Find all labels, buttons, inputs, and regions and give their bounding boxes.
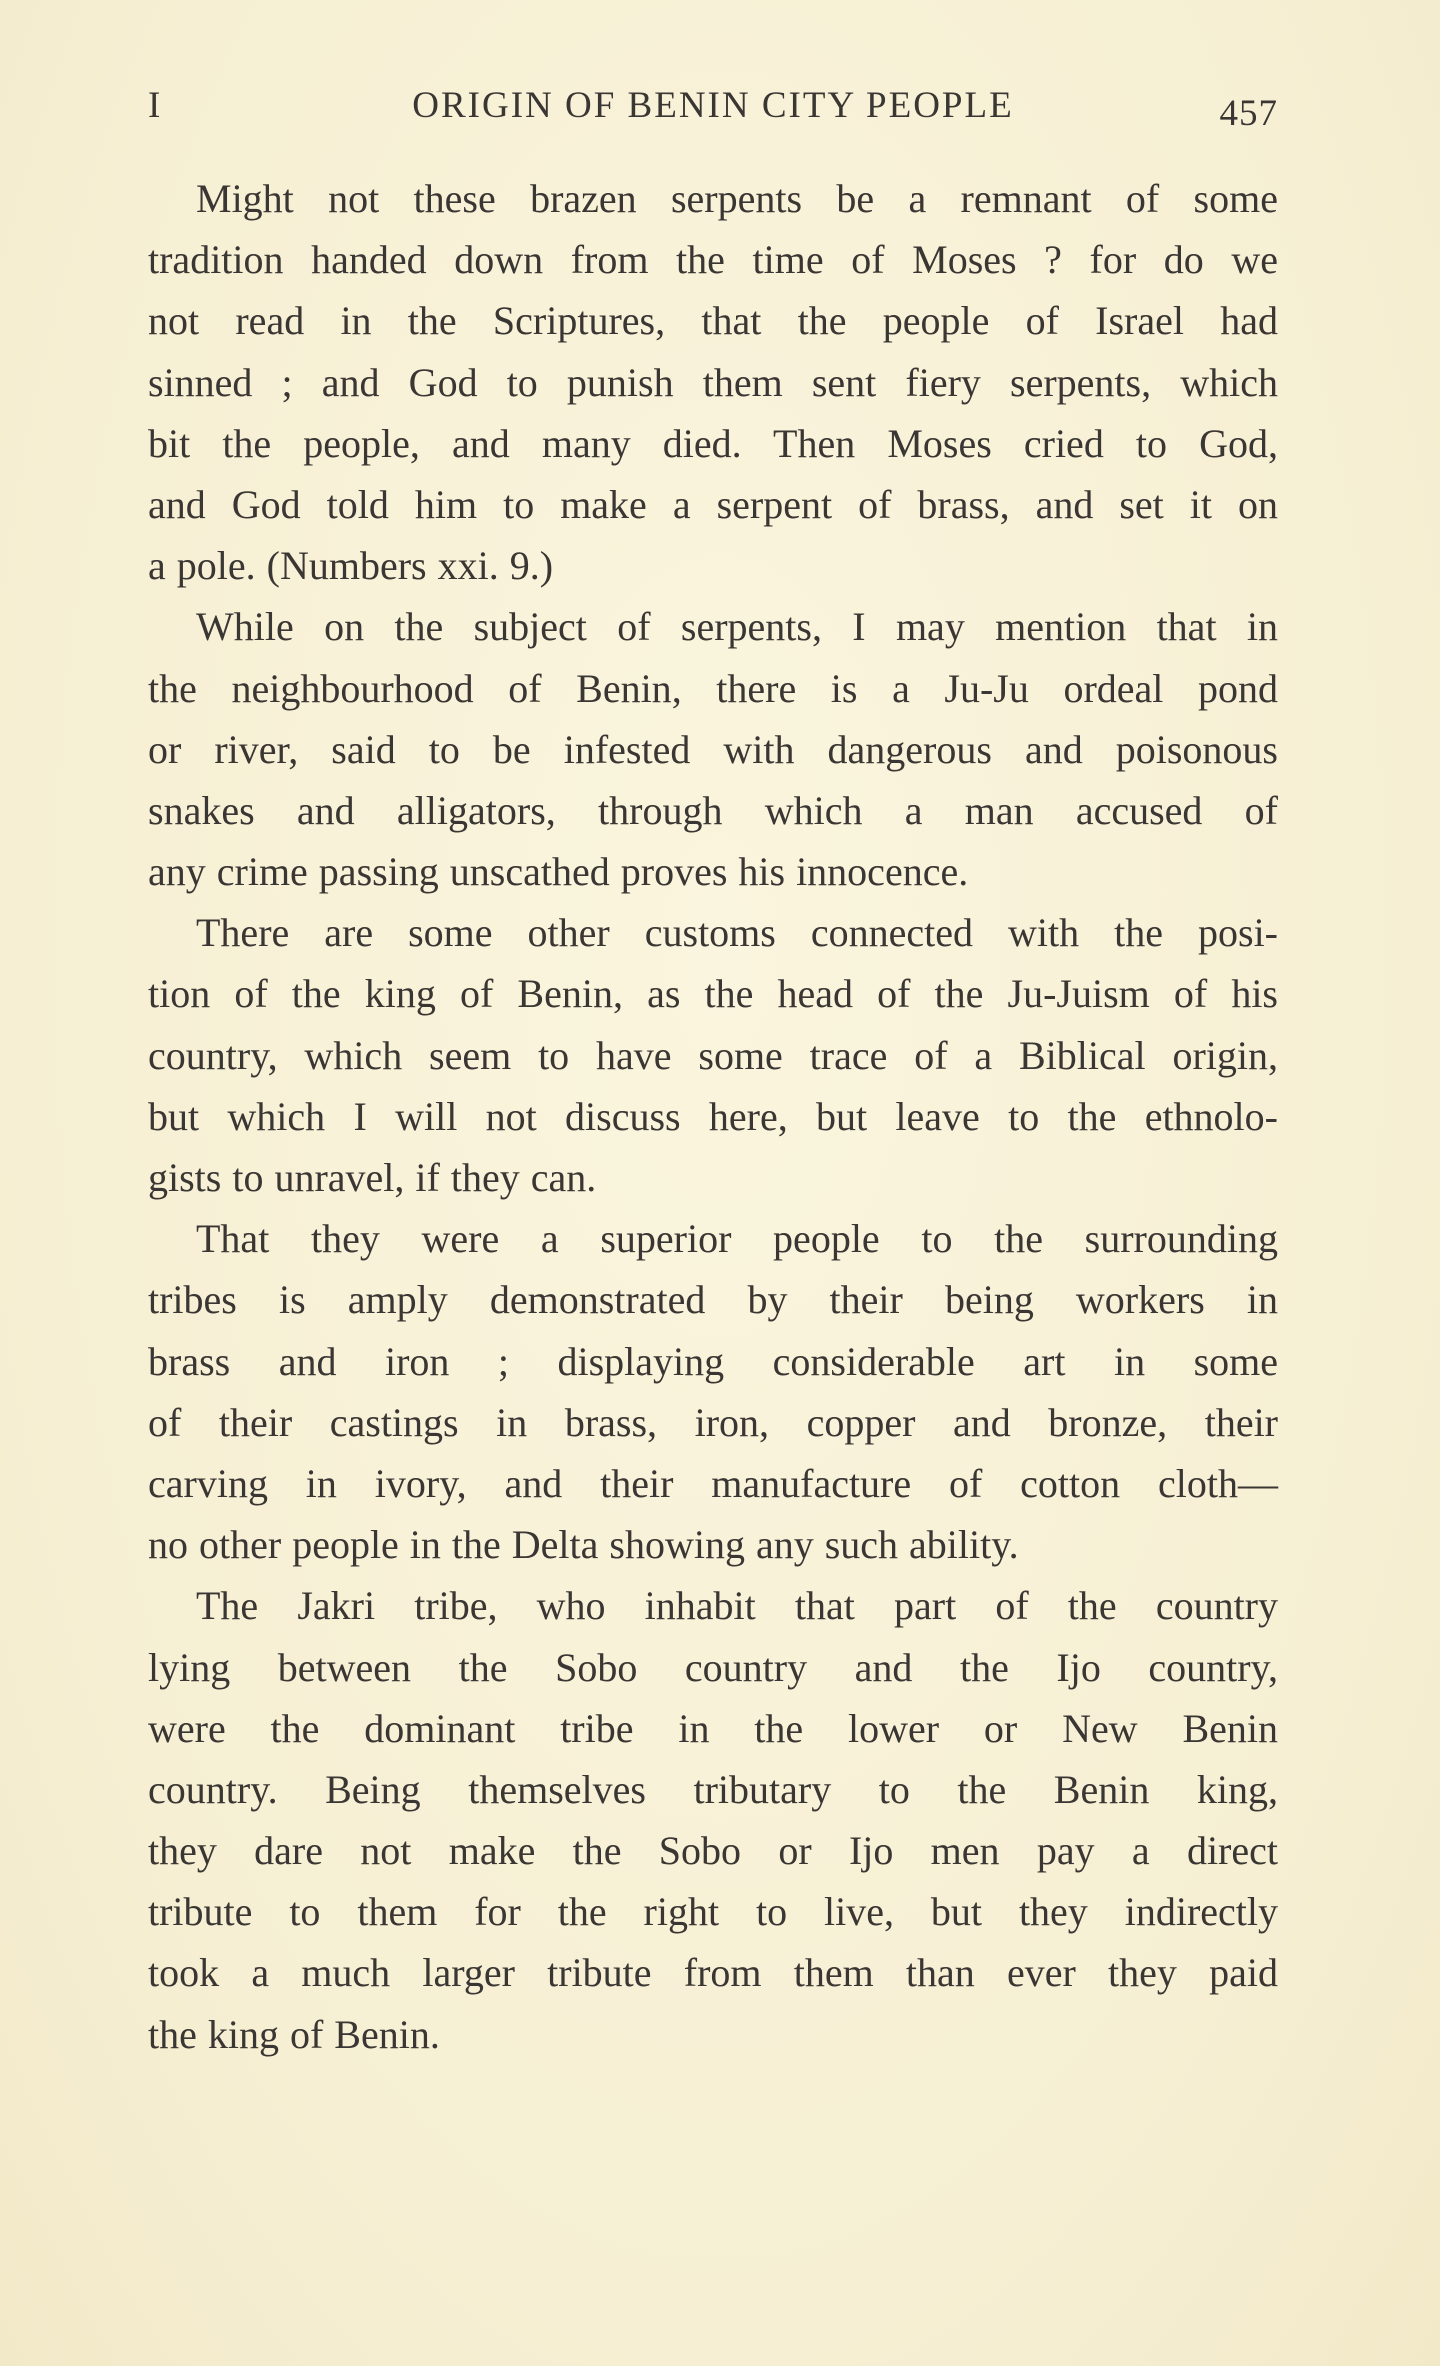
- text-line: bit the people, and many died. Then Moses cried to God,: [148, 420, 1278, 466]
- body-text: [148, 168, 1278, 2065]
- text-line: were the dominant tribe in the lower or New Benin: [148, 1705, 1278, 1751]
- text-line: gists to unravel, if they can.: [148, 1155, 597, 1200]
- paragraph-customs: [148, 902, 1278, 1208]
- text-line: and God told him to make a serpent of brass, and set it on: [148, 481, 1278, 527]
- text-line: The Jakri tribe, who inhabit that part of the country: [196, 1583, 1278, 1629]
- text-line: a pole. (Numbers xxi. 9.): [148, 543, 554, 589]
- text-line: snakes and alligators, through which a man accused of: [148, 787, 1278, 833]
- paragraph-superior-people: [148, 1208, 1278, 1575]
- running-head: [148, 78, 1278, 138]
- text-line: or river, said to be infested with dangerous and poisonous: [148, 726, 1278, 772]
- text-line: carving in ivory, and their manufacture of cotton cloth—: [148, 1460, 1278, 1506]
- text-line: no other people in the Delta showing any such ability.: [148, 1522, 1019, 1568]
- text-line: not read in the Scriptures, that the people of Israel had: [148, 298, 1278, 344]
- text-line: lying between the Sobo country and the Ijo country,: [148, 1644, 1278, 1690]
- text-line: but which I will not discuss here, but leave to the ethnolo-: [148, 1093, 1278, 1139]
- text-line: brass and iron ; displaying considerable art in some: [148, 1338, 1278, 1384]
- text-line: tribute to them for the right to live, but they indirectly: [148, 1889, 1278, 1935]
- running-title: ORIGIN OF BENIN CITY PEOPLE: [412, 85, 1014, 126]
- text-line: tradition handed down from the time of Moses ? for do we: [148, 237, 1278, 283]
- text-line: the neighbourhood of Benin, there is a Ju-Ju ordeal pond: [148, 665, 1278, 711]
- text-line: While on the subject of serpents, I may mention that in: [196, 604, 1278, 650]
- paragraph-jakri-tribe: [148, 1575, 1278, 2065]
- text-line: That they were a superior people to the surrounding: [196, 1216, 1278, 1262]
- paragraph-ordeal-pond: [148, 596, 1278, 902]
- text-line: took a much larger tribute from them than ever they paid: [148, 1950, 1278, 1996]
- text-line: they dare not make the Sobo or Ijo men pay a direct: [148, 1828, 1278, 1874]
- text-line: the king of Benin.: [148, 2011, 440, 2057]
- text-line: country, which seem to have some trace of a Biblical origin,: [148, 1032, 1278, 1078]
- text-line: any crime passing unscathed proves his innocence.: [148, 849, 969, 895]
- text-line: There are some other customs connected with the posi-: [196, 910, 1278, 956]
- text-line: tribes is amply demonstrated by their being workers in: [148, 1277, 1278, 1323]
- text-line: of their castings in brass, iron, copper and bronze, their: [148, 1399, 1278, 1445]
- text-line: tion of the king of Benin, as the head of the Ju-Juism of his: [148, 971, 1278, 1017]
- chapter-number: I: [148, 85, 163, 126]
- page-number: 457: [1219, 93, 1278, 134]
- paragraph-brazen-serpents: [148, 168, 1278, 596]
- text-line: country. Being themselves tributary to the Benin king,: [148, 1766, 1278, 1812]
- text-line: Might not these brazen serpents be a remnant of some: [196, 176, 1278, 221]
- text-line: sinned ; and God to punish them sent fiery serpents, which: [148, 359, 1278, 405]
